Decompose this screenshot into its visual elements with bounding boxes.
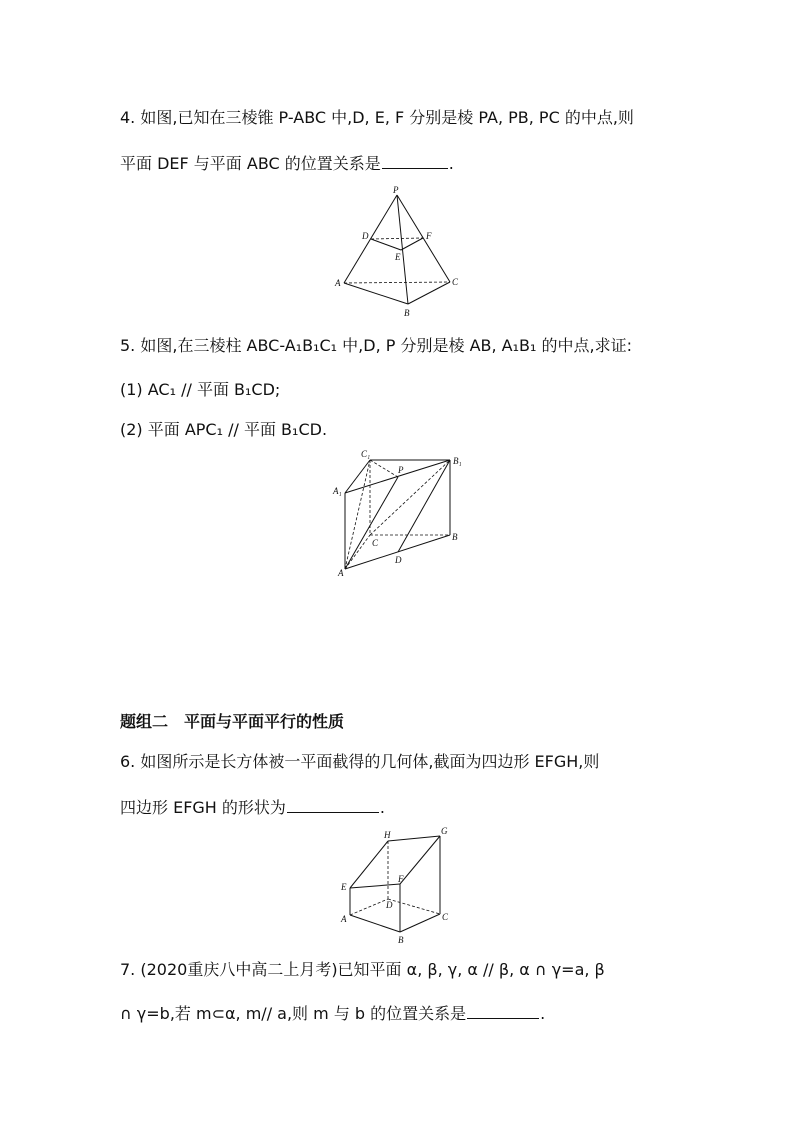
- q6-label-c: C: [442, 912, 449, 922]
- q4-label-f: F: [426, 231, 432, 241]
- q4-text-line2-before: 平面 DEF 与平面 ABC 的位置关系是: [120, 154, 381, 173]
- q5-label-c: C: [372, 538, 379, 548]
- q4-label-d: D: [362, 231, 369, 241]
- q7-text-line2-after: .: [540, 1004, 546, 1023]
- q5-label-b: B: [452, 532, 458, 542]
- section-heading: 题组二 平面与平面平行的性质: [120, 712, 345, 731]
- q7-text-line1: 7. (2020重庆八中高二上月考)已知平面 α, β, γ, α // β, α ∩ γ=a, β: [120, 960, 605, 979]
- q7-text-line2: [120, 1002, 545, 1024]
- q5-label-a: A: [338, 568, 344, 578]
- q4-label-b: B: [404, 308, 410, 318]
- q6-label-h: H: [384, 830, 391, 840]
- q7-answer-blank[interactable]: [467, 1002, 539, 1019]
- q6-label-f: F: [398, 874, 404, 884]
- q6-text-line2-before: 四边形 EFGH 的形状为: [120, 798, 286, 817]
- q5-label-p: P: [398, 465, 404, 475]
- q6-label-d: D: [386, 900, 393, 910]
- q5-label-c1: C₁: [361, 449, 371, 459]
- q6-text-line2-after: .: [379, 798, 386, 817]
- q4-text-line2-after: .: [448, 154, 454, 173]
- q4-label-c: C: [452, 277, 459, 287]
- q6-text-line2: [120, 796, 385, 818]
- q6-label-b: B: [398, 935, 404, 945]
- q4-label-a: A: [335, 278, 341, 288]
- q5-part2: (2) 平面 APC₁ // 平面 B₁CD.: [120, 420, 328, 439]
- q4-label-e: E: [395, 252, 401, 262]
- q6-label-e: E: [341, 882, 347, 892]
- q6-label-a: A: [341, 914, 347, 924]
- q4-label-p: P: [393, 185, 399, 195]
- q5-text-line1: 5. 如图,在三棱柱 ABC-A₁B₁C₁ 中,D, P 分别是棱 AB, A₁B₁ 的中点,求证:: [120, 336, 632, 355]
- q4-text-line1: 4. 如图,已知在三棱锥 P-ABC 中,D, E, F 分别是棱 PA, PB, PC 的中点,则: [120, 108, 634, 127]
- q6-label-g: G: [441, 826, 448, 836]
- q4-text-line2: [120, 152, 454, 174]
- q5-label-b1: B₁: [453, 456, 462, 466]
- q6-answer-blank[interactable]: [287, 796, 379, 813]
- q5-label-a1: A₁: [333, 486, 342, 496]
- q6-text-line1: 6. 如图所示是长方体被一平面截得的几何体,截面为四边形 EFGH,则: [120, 752, 600, 771]
- q5-part1: (1) AC₁ // 平面 B₁CD;: [120, 380, 281, 399]
- q4-answer-blank[interactable]: [382, 152, 448, 169]
- q5-label-d: D: [395, 555, 402, 565]
- q7-text-line2-before: ∩ γ=b,若 m⊂α, m// a,则 m 与 b 的位置关系是: [120, 1004, 467, 1023]
